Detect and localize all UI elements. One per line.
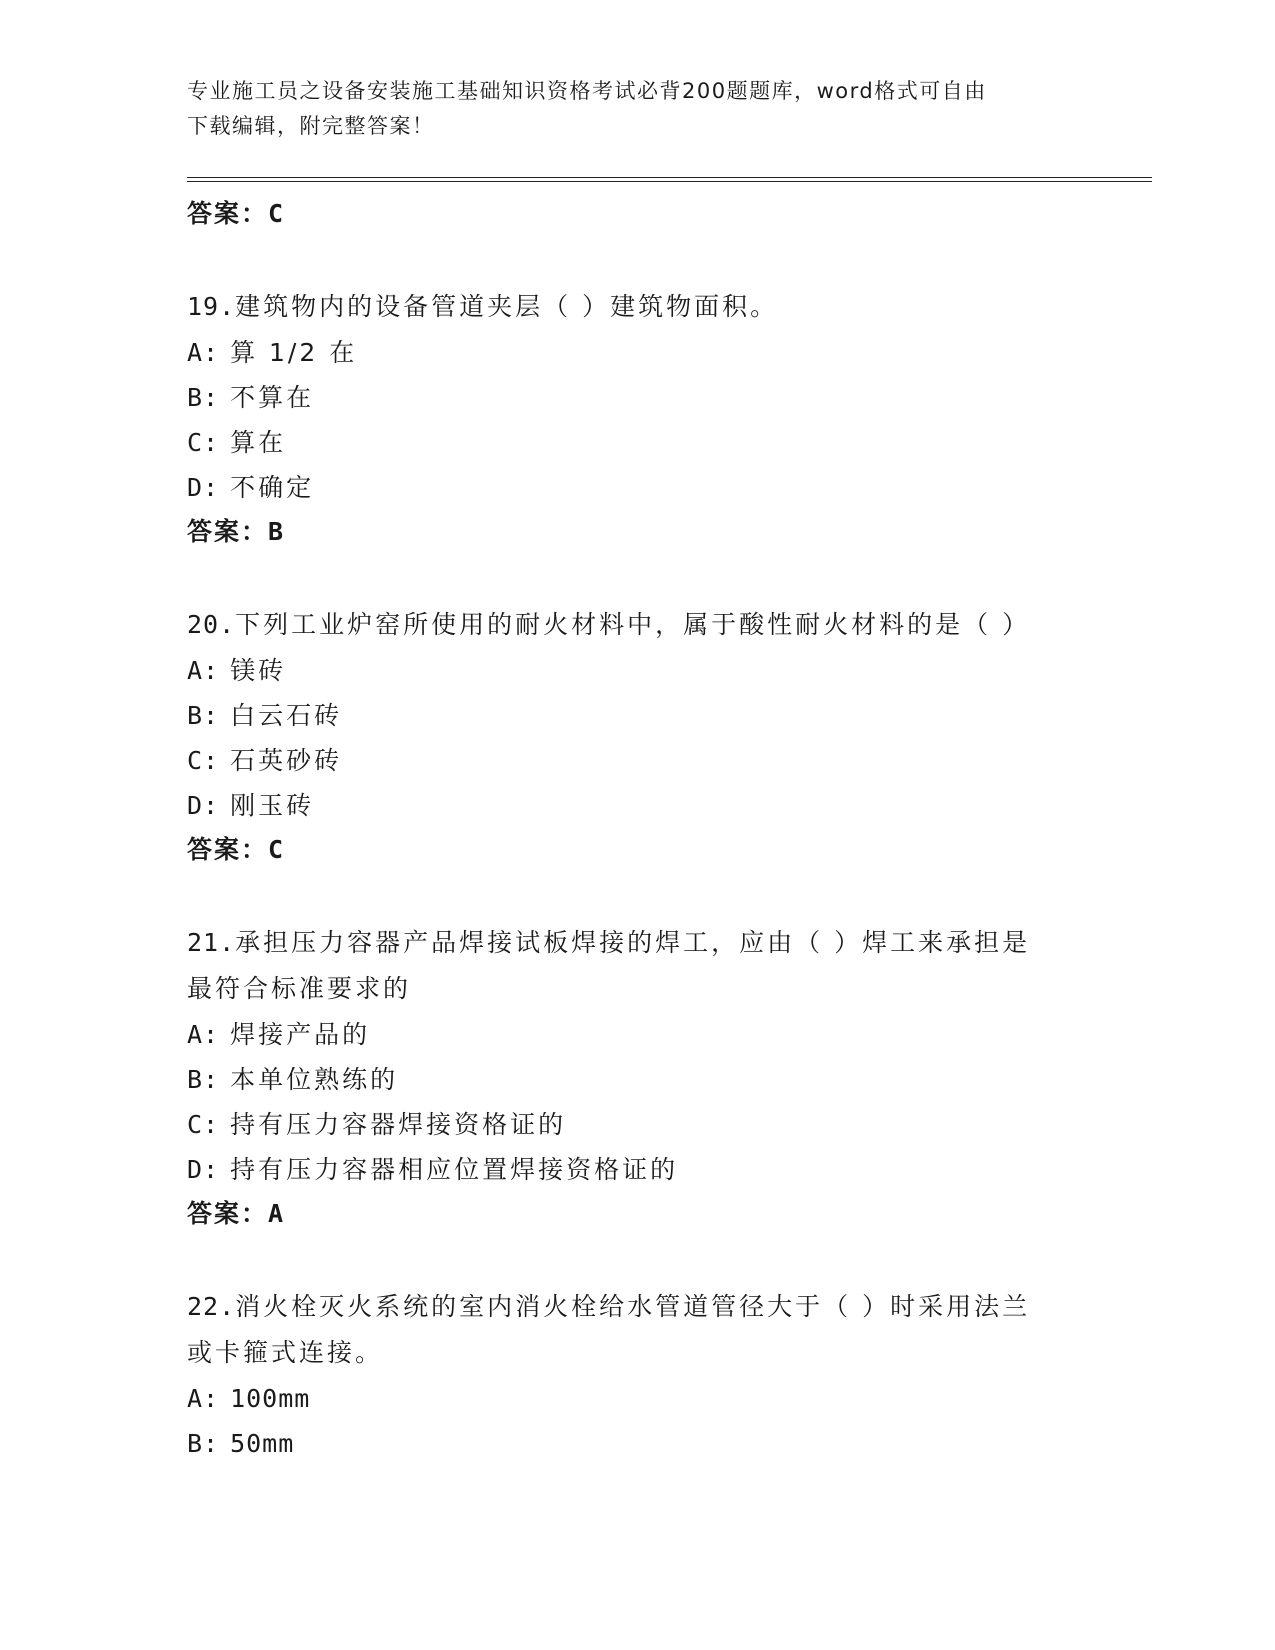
header-line-1: 专业施工员之设备安装施工基础知识资格考试必背200题题库，word格式可自由	[187, 79, 987, 103]
option-key: B:	[187, 1429, 220, 1458]
previous-answer	[187, 192, 1087, 236]
option-d	[187, 783, 1087, 828]
option-text: 刚玉砖	[230, 791, 315, 820]
option-text: 100mm	[230, 1384, 311, 1413]
answer	[187, 1192, 1087, 1236]
option-c	[187, 420, 1087, 465]
question-text: 建筑物内的设备管道夹层（ ）建筑物面积。	[235, 292, 779, 321]
question-line-1	[187, 1284, 1087, 1330]
question-list	[187, 192, 1087, 1466]
option-d	[187, 465, 1087, 510]
option-key: D:	[187, 791, 220, 820]
question-22	[187, 1284, 1087, 1466]
option-c	[187, 1102, 1087, 1147]
question-text: 承担压力容器产品焊接试板焊接的焊工，应由（ ）焊工来承担是	[235, 928, 1031, 957]
option-key: B:	[187, 701, 220, 730]
question-stem	[187, 1284, 1087, 1376]
question-stem	[187, 602, 1087, 648]
answer	[187, 510, 1087, 554]
option-key: C:	[187, 746, 220, 775]
option-text: 算在	[230, 428, 287, 457]
option-key: A:	[187, 1384, 220, 1413]
option-text: 不算在	[230, 383, 315, 412]
answer-label: 答案：	[187, 517, 269, 546]
question-stem	[187, 920, 1087, 1012]
option-text: 算 1/2 在	[230, 338, 358, 367]
question-number: 22.	[187, 1292, 236, 1321]
option-text: 白云石砖	[230, 701, 343, 730]
answer-label: 答案：	[187, 199, 269, 228]
option-key: C:	[187, 428, 220, 457]
answer-value: A	[268, 1199, 286, 1228]
question-number: 19.	[187, 292, 236, 321]
answer-label: 答案：	[187, 835, 269, 864]
option-a	[187, 1376, 1087, 1421]
option-text: 石英砂砖	[230, 746, 343, 775]
option-key: B:	[187, 1065, 220, 1094]
question-21	[187, 920, 1087, 1236]
option-a	[187, 330, 1087, 375]
option-text: 50mm	[230, 1429, 295, 1458]
option-b	[187, 375, 1087, 420]
header-divider-bottom	[187, 181, 1152, 182]
question-line-2: 或卡箍式连接。	[187, 1338, 384, 1367]
option-a	[187, 1012, 1087, 1057]
option-key: A:	[187, 1020, 220, 1049]
option-text: 镁砖	[230, 656, 287, 685]
option-d	[187, 1147, 1087, 1192]
option-key: D:	[187, 473, 220, 502]
question-number: 21.	[187, 928, 236, 957]
option-key: C:	[187, 1110, 220, 1139]
question-number: 20.	[187, 610, 236, 639]
question-19	[187, 284, 1087, 554]
question-20	[187, 602, 1087, 872]
option-text: 持有压力容器相应位置焊接资格证的	[230, 1155, 679, 1184]
header-line-2: 下载编辑，附完整答案！	[187, 114, 435, 138]
option-b	[187, 1057, 1087, 1102]
option-text: 焊接产品的	[230, 1020, 371, 1049]
question-text: 下列工业炉窑所使用的耐火材料中，属于酸性耐火材料的是（ ）	[235, 610, 1031, 639]
question-text: 消火栓灭火系统的室内消火栓给水管道管径大于（ ）时采用法兰	[235, 1292, 1031, 1321]
option-key: B:	[187, 383, 220, 412]
document-header	[187, 74, 1087, 144]
question-stem	[187, 284, 1087, 330]
option-b	[187, 693, 1087, 738]
option-b	[187, 1421, 1087, 1466]
option-text: 不确定	[230, 473, 315, 502]
question-line-1	[187, 920, 1087, 966]
answer-value: C	[268, 199, 286, 228]
header-divider-top	[187, 177, 1152, 178]
question-line-2: 最符合标准要求的	[187, 974, 412, 1003]
answer-value: C	[268, 835, 286, 864]
option-c	[187, 738, 1087, 783]
answer-value: B	[268, 517, 286, 546]
option-text: 本单位熟练的	[230, 1065, 399, 1094]
answer	[187, 828, 1087, 872]
option-key: A:	[187, 656, 220, 685]
option-key: D:	[187, 1155, 220, 1184]
option-a	[187, 648, 1087, 693]
option-text: 持有压力容器焊接资格证的	[230, 1110, 567, 1139]
answer-label: 答案：	[187, 1199, 269, 1228]
option-key: A:	[187, 338, 220, 367]
